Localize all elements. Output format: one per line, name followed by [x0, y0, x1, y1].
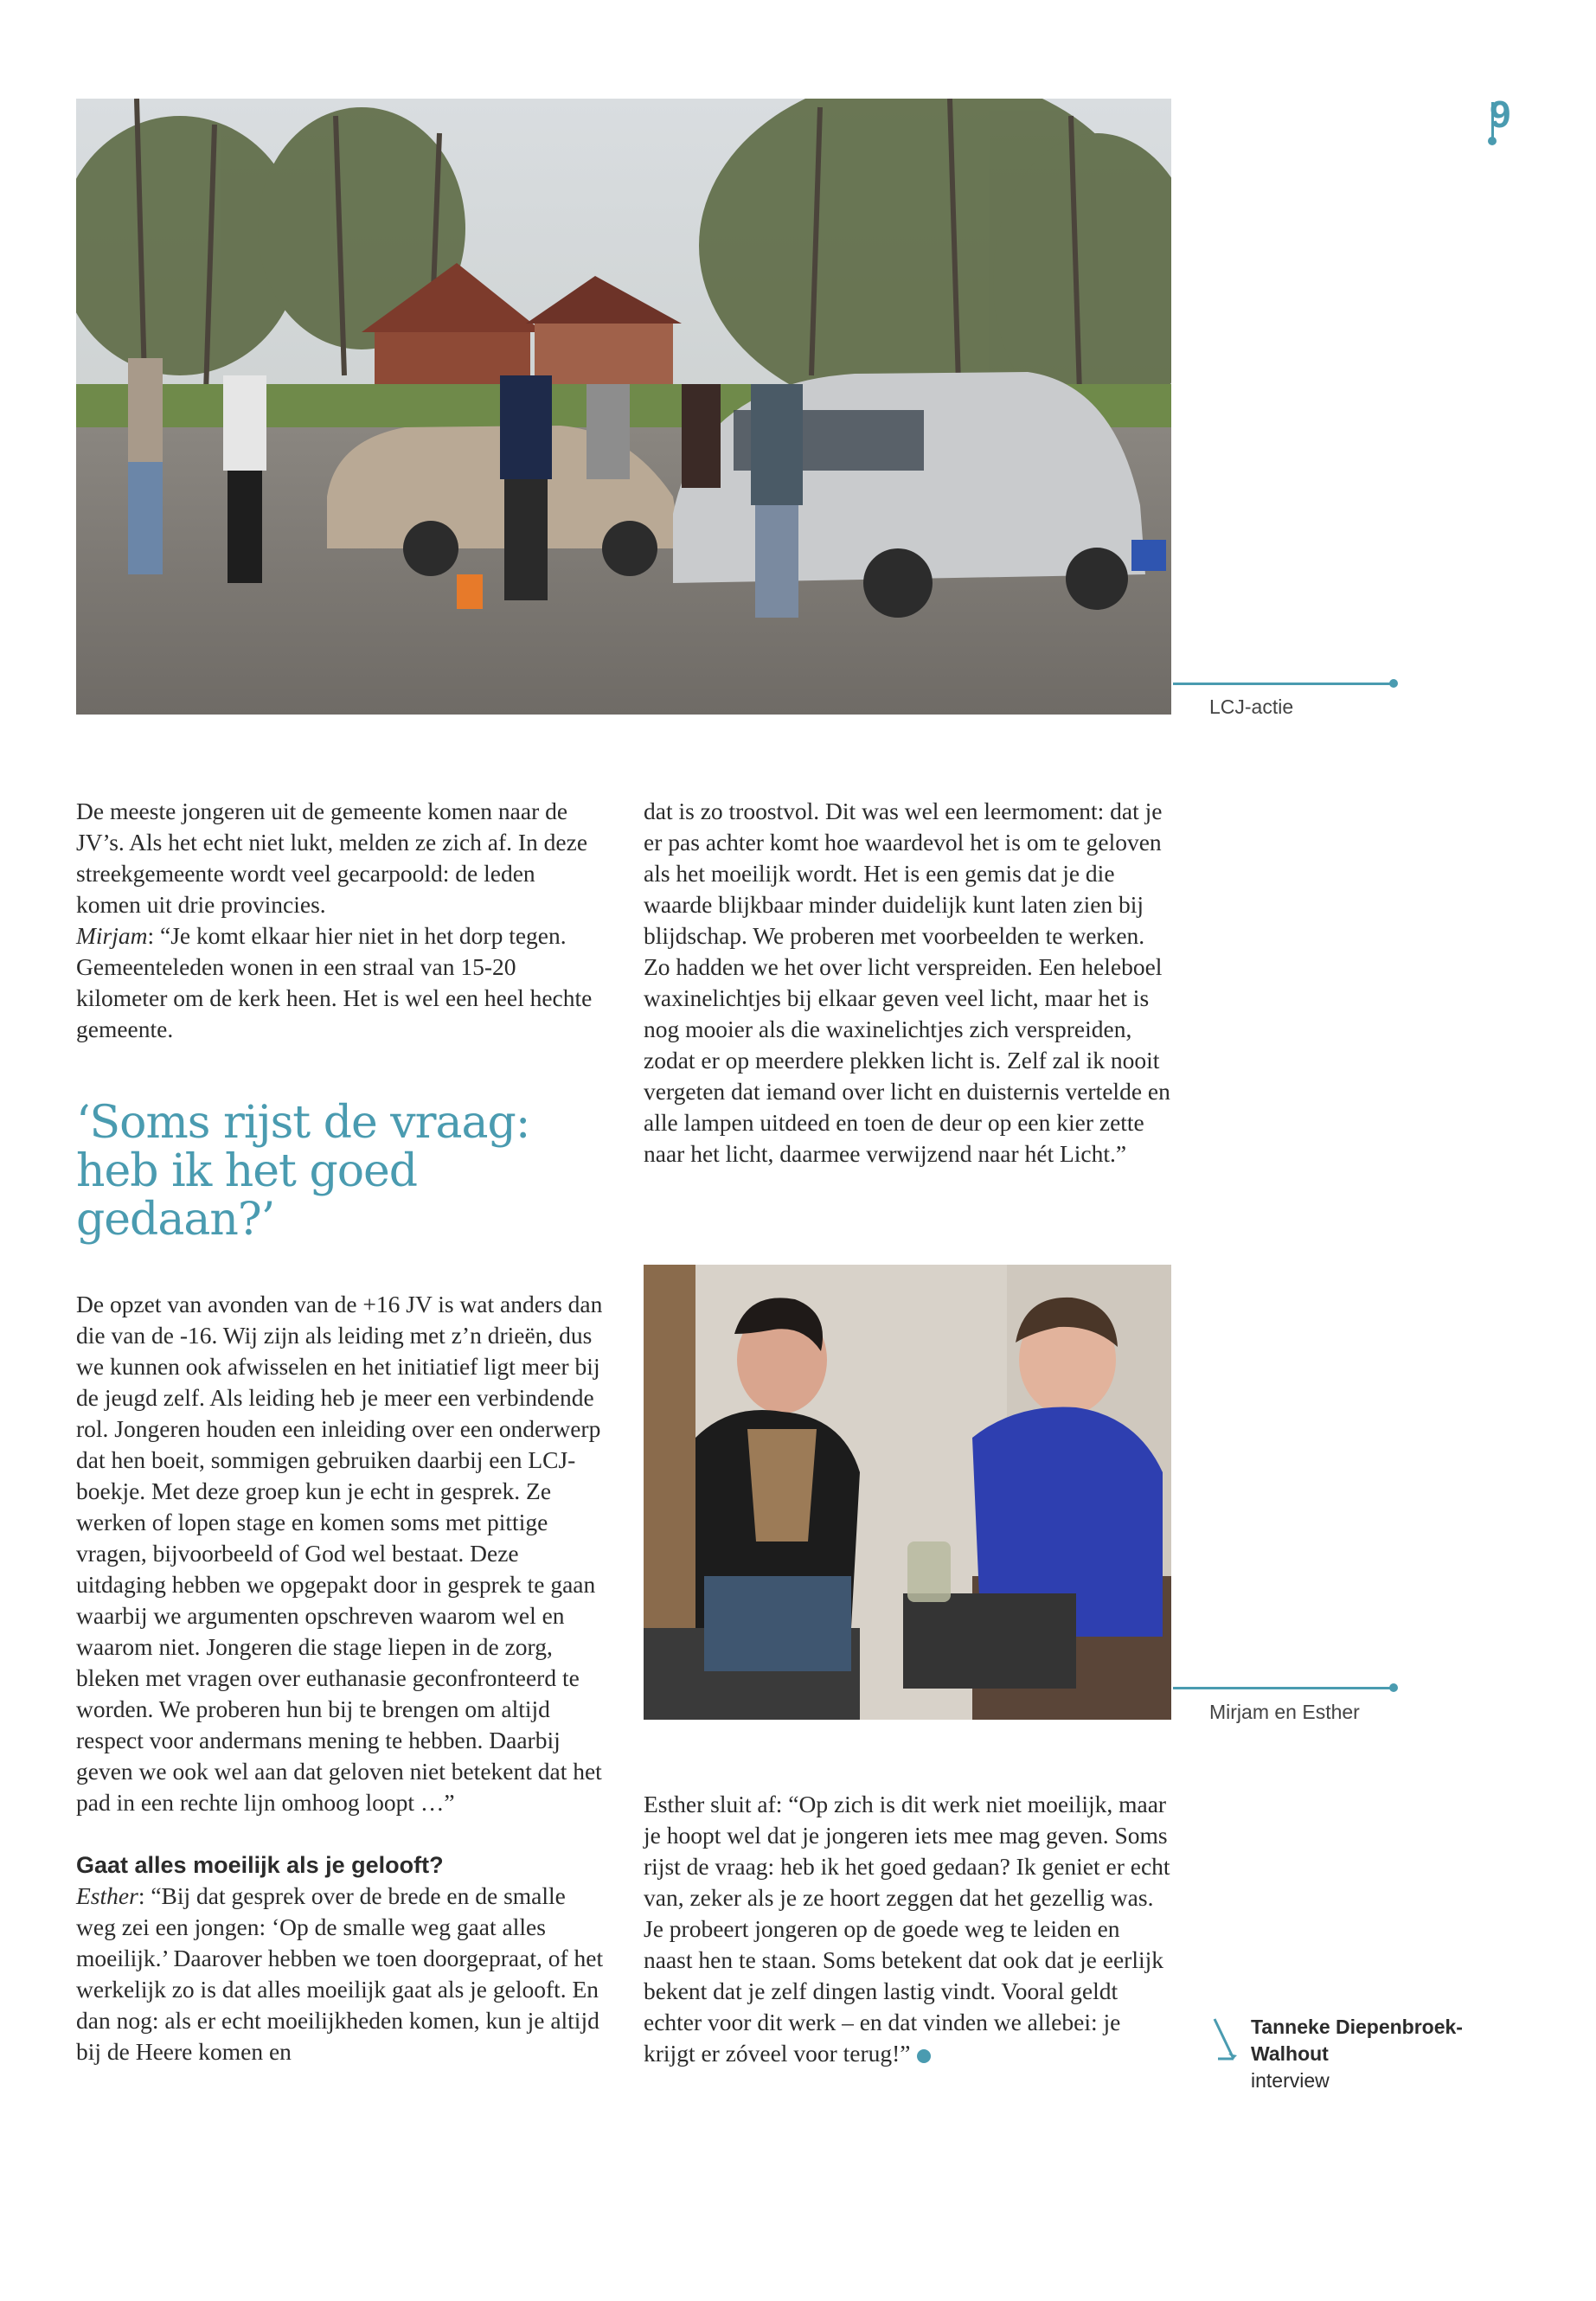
end-mark-dot: [917, 2049, 931, 2063]
paragraph-text: Esther sluit af: “Op zich is dit werk niet moeilijk, maar je hoopt wel dat je jongeren iets mee mag geven. Soms rijst de vraag: heb ik het goed gedaan? Ik geniet er echt van, zeker als je ze hoort zeggen dat het gezellig was. Je probeert jongeren op de goede weg te leiden en naast hen te staan. Soms betekent dat ook dat je eerlijk bekent dat je zelf dingen lastig vindt. Vooral geldt echter voor dit werk – en dat vinden we allebei: je krijgt er zóveel voor terug!”: [644, 1791, 1170, 2067]
author-role: interview: [1251, 2069, 1330, 2092]
paragraph: De meeste jongeren uit de gemeente komen naar de JV’s. Als het echt niet lukt, melden ze zich af. In deze streekgemeente wordt veel gecarpoold: de leden komen uit drie provincies.: [76, 798, 588, 918]
speaker-name: Esther: [76, 1882, 138, 1909]
caption-carwash: LCJ-actie: [1209, 695, 1294, 718]
paragraph: [76, 920, 604, 1045]
caption-rule-carwash: [1173, 683, 1393, 685]
article-left-column: [76, 796, 604, 2067]
paragraph-text: : “Je komt elkaar hier niet in het dorp tegen. Gemeenteleden wonen in een straal van 15-20 kilometer om de kerk heen. Het is wel een heel hechte gemeente.: [76, 922, 593, 1042]
page-number-dot: [1488, 137, 1497, 145]
caption-dot-interview: [1389, 1683, 1398, 1692]
caption-rule-interview: [1173, 1687, 1393, 1689]
pull-quote-line: heb ik het goed gedaan?’: [76, 1145, 418, 1246]
paragraph: De opzet van avonden van de +16 JV is wat anders dan die van de -16. Wij zijn als leiding met z’n drieën, dus we kunnen ook afwisselen en het initiatief ligt meer bij de jeugd zelf. Als leiding heb je meer een verbindende rol. Jongeren houden een inleiding over een onderwerp dat hen boeit, sommigen gebruiken daarbij een LCJ-boekje. Met deze groep kun je echt in gesprek. Ze werken of lopen stage en komen soms met pittige vragen, bijvoorbeeld of God wel bestaat. Deze uitdaging hebben we opgepakt door in gesprek te gaan waarbij we argumenten opschreven waarom wel en waarom niet. Jongeren die stage liepen in de zorg, bleken met vragen over euthanasie geconfronteerd te worden. We proberen hun bij te brengen om altijd respect voor andermans mening te hebben. Daarbij geven we ook wel aan dat geloven niet betekent dat het pad in een rechte lijn omhoog loopt …”: [76, 1291, 603, 1816]
pull-quote-line: ‘Soms rijst de vraag:: [76, 1097, 530, 1149]
author-name: Tanneke Diepenbroek-: [1251, 2016, 1463, 2038]
caption-interview: Mirjam en Esther: [1209, 1701, 1360, 1723]
pen-icon: [1211, 2017, 1246, 2069]
speaker-name: Mirjam: [76, 922, 148, 949]
page-number: 9: [1490, 93, 1511, 136]
paragraph: dat is zo troostvol. Dit was wel een leermoment: dat je er pas achter komt hoe waardevol het is om te geloven als het moeilijk wordt. Het is een gemis dat je die waarde blijkbaar minder duidelijk kunt laten zien bij blijdschap. We proberen met voorbeelden te werken. Zo hadden we het over licht verspreiden. Een heleboel waxinelichtjes bij elkaar geven veel licht, maar het is nog mooier als die waxinelichtjes zich verspreiden, zodat er op meerdere plekken licht is. Zelf zal ik nooit vergeten dat iemand over licht en duisternis vertelde en alle lampen uitdeed en toen de deur op een kier zette naar het licht, daarmee verwijzend naar hét Licht.”: [644, 798, 1170, 1167]
author-credit: [1251, 2014, 1545, 2094]
paragraph-text: : “Bij dat gesprek over de brede en de smalle weg zei een jongen: ‘Op de smalle weg gaat alles moeilijk.’ Daarover hebben we toen doorgepraat, of het werkelijk zo is dat alles moeilijk gaat als je gelooft. En dan nog: als er echt moeilijkheden komen, kun je altijd bij de Heere komen en: [76, 1882, 604, 2065]
pull-quote: [76, 1099, 604, 1244]
caption-dot-carwash: [1389, 679, 1398, 688]
author-name: Walhout: [1251, 2042, 1329, 2065]
photo-carwash: [76, 99, 1171, 715]
paragraph: [644, 1789, 1171, 2069]
photo-interview: [644, 1265, 1171, 1720]
subheading: Gaat alles moeilijk als je gelooft?: [76, 1852, 444, 1878]
article-right-column-top: [644, 796, 1171, 1170]
article-right-column-bottom: [644, 1789, 1171, 2069]
paragraph: [76, 1881, 604, 2067]
